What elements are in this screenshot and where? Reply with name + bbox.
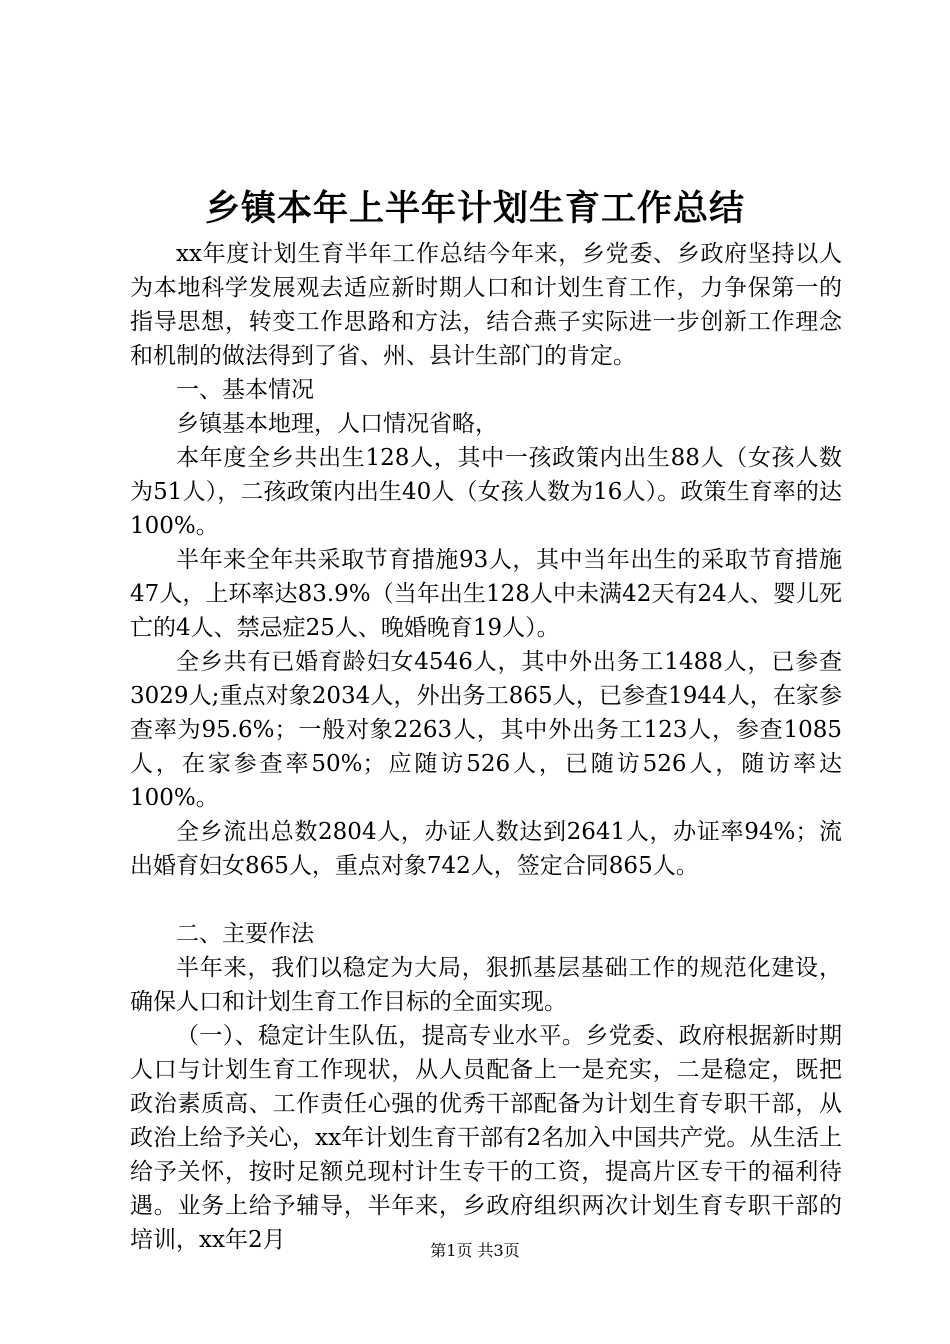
paragraph-checkups: 全乡共有已婚育龄妇女4546人，其中外出务工1488人，已参查3029人;重点对象2034人，外出务工865人，已参查1944人，在家参查率为95.6%；一般对象2263人，其中外出务工123人，参查1085人，在家参查率50%；应随访526人，已随访526人，随访率达100%。: [130, 649, 842, 811]
paragraph-births: 本年度全乡共出生128人，其中一孩政策内出生88人（女孩人数为51人），二孩政策内出生40人（女孩人数为16人）。政策生育率的达100%。: [130, 445, 842, 539]
paragraph-migration: 全乡流出总数2804人，办证人数达到2641人，办证率94%；流出婚育妇女865人，重点对象742人，签定合同865人。: [130, 819, 842, 879]
paragraph-team-stability: （一）、稳定计生队伍，提高专业水平。乡党委、政府根据新时期人口与计划生育工作现状，从人员配备上一是充实，二是稳定，既把政治素质高、工作责任心强的优秀干部配备为计划生育专职干部，从政治上给予关心，xx年计划生育干部有2名加入中国共产党。从生活上给予关怀，按时足额兑现村计生专干的工资，提高片区专干的福利待遇。业务上给予辅导，半年来，乡政府组织两次计划生育专职干部的培训，xx年2月: [130, 1023, 842, 1253]
section-heading-basic: 一、基本情况: [176, 377, 314, 403]
document-title: 乡镇本年上半年计划生育工作总结: [204, 188, 745, 229]
paragraph-contraception: 半年来全年共采取节育措施93人，其中当年出生的采取节育措施47人，上环率达83.9%（当年出生128人中未满42天有24人、婴儿死亡的4人、禁忌症25人、晚婚晚育19人）。: [130, 547, 842, 641]
document-body: [130, 237, 842, 1257]
page-footer: 第1页 共3页: [430, 1241, 520, 1260]
paragraph-intro: xx年度计划生育半年工作总结今年来，乡党委、乡政府坚持以人为本地科学发展观去适应新时期人口和计划生育工作，力争保第一的指导思想，转变工作思路和方法，结合燕子实际进一步创新工作理念和机制的做法得到了省、州、县计生部门的肯定。: [130, 241, 842, 369]
blank-line: [130, 883, 842, 917]
paragraph-methods-intro: 半年来，我们以稳定为大局，狠抓基层基础工作的规范化建设，确保人口和计划生育工作目标的全面实现。: [130, 955, 842, 1015]
section-heading-methods: 二、主要作法: [176, 921, 314, 947]
paragraph-geography: 乡镇基本地理，人口情况省略，: [176, 411, 498, 437]
